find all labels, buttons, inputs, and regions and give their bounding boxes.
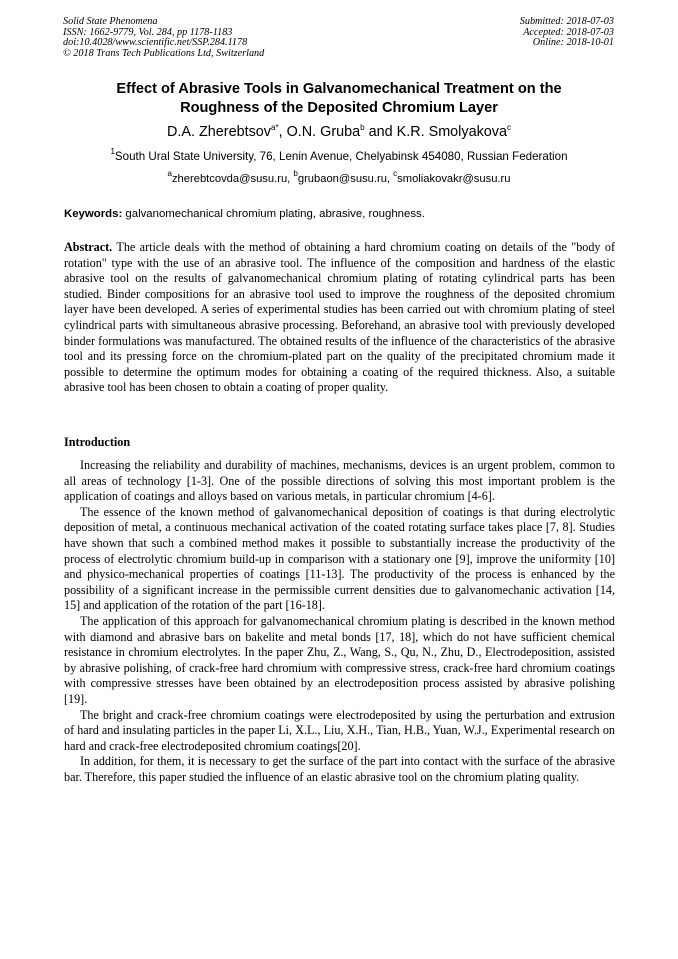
dates-info: [520, 17, 614, 49]
title-line-1: Effect of Abrasive Tools in Galvanomechanical Treatment on the: [116, 81, 562, 97]
affiliation-text: South Ural State University, 76, Lenin Avenue, Chelyabinsk 454080, Russian Federation: [114, 150, 568, 163]
author-separator: ,: [278, 124, 287, 140]
abstract-paragraph: [64, 240, 615, 396]
email-link[interactable]: smoliakovakr@susu.ru: [397, 173, 511, 185]
issn-line: ISSN: 1662-9779, Vol. 284, pp 1178-1183: [63, 26, 233, 38]
intro-paragraph: The application of this approach for galvanomechanical chromium plating is described in the known method with diamond and abrasive bars on bakelite and metal bonds [17, 18], which do not have sufficient chemical resistance in chromium electrolytes. In the paper Zhu, Z., Wang, S., Qu, N., Zhu, D., Electrodeposition, assisted by abrasive polishing, of crack-free hard chromium with compressive stress, crack-free hard chromium coatings with compressive stresses have been obtained by an electrodeposition process assisted by abrasive polishing [19].: [64, 613, 615, 706]
email-list: [60, 169, 618, 186]
keywords-text: galvanomechanical chromium plating, abrasive, roughness.: [122, 208, 425, 220]
abstract-text: The article deals with the method of obtaining a hard chromium coating on details of the "body of rotation" type with the use of an abrasive tool. The influence of the composition and hardness of the elastic abrasive tool on the results of galvanomechanical chromium plating of rotating cylindrical parts has been studied. Binder compositions for an abrasive tool used to improve the roughness of the deposited chromium layer have been developed. A series of experimental studies has been carried out with chromium plating of steel cylindrical parts with simultaneous abrasive processing. Beforehand, an abrasive tool with previously developed binder formulations was manufactured. The obtained results of the influence of the characteristics of the abrasive tool and its pressing force on the chromium-plated part on the quality of the precipitated chromium made it possible to determine the optimum modes for obtaining a coating of the required thickness. Also, a suitable abrasive tool has been chosen to obtain a coating of proper quality.: [64, 240, 615, 395]
accepted-date: Accepted: 2018-07-03: [523, 26, 614, 38]
email-superscript: b: [293, 169, 298, 178]
online-date: Online: 2018-10-01: [532, 37, 614, 49]
author-superscript: c: [506, 123, 511, 132]
abstract-label: Abstract.: [64, 240, 113, 254]
title-line-2: Roughness of the Deposited Chromium Layer: [180, 100, 498, 116]
author-name: O.N. Gruba: [286, 124, 361, 140]
journal-info: [63, 17, 264, 59]
paper-title: [60, 80, 618, 118]
introduction-body: [64, 458, 615, 785]
intro-paragraph: Increasing the reliability and durability of machines, mechanisms, devices is an urgent problem, common to all areas of technology [1-3]. One of the possible directions of solving this most important problem is the application of coatings and alloys based on various metals, in particular chromium [4-6].: [64, 458, 615, 504]
author-list: [60, 123, 618, 141]
email-link[interactable]: grubaon@susu.ru,: [297, 173, 394, 185]
author-superscript: a*: [271, 123, 279, 132]
keywords: [64, 207, 615, 221]
intro-paragraph: The essence of the known method of galvanomechanical deposition of coatings is that during electrolytic deposition of metal, a continuous mechanical activation of the coated rotating surface takes place [7, 8]. Studies have shown that such a combined method makes it possible to substantially increase the productivity of the process of electrolytic chromium build-up in comparison with a stationary one [9], improve the uniformity [10] and physico-mechanical properties of coatings [11-13]. The productivity of the process is enhanced by the possibility of a significant increase in the permissible current densities due to galvanomechanic activation [14, 15] and application of the rotation of the part [16-18].: [64, 504, 615, 613]
keywords-label: Keywords:: [64, 208, 123, 220]
doi-line: doi:10.4028/www.scientific.net/SSP.284.1178: [63, 37, 248, 49]
submitted-date: Submitted: 2018-07-03: [519, 16, 614, 27]
author-name: K.R. Smolyakova: [396, 124, 507, 140]
affiliation-superscript: 1: [110, 147, 115, 156]
intro-paragraph: The bright and crack-free chromium coatings were electrodeposited by using the perturbation and extrusion of hard and insulating particles in the paper Li, X.L., Liu, X.H., Tian, H.B., Yuan, W.J., Experimental research on hard and crack-free electrodeposited chromium coatings[20].: [64, 707, 615, 753]
author-name: D.A. Zherebtsov: [167, 124, 271, 140]
author-superscript: b: [360, 123, 365, 132]
email-superscript: c: [393, 169, 398, 178]
email-link[interactable]: zherebtcovda@susu.ru,: [171, 173, 294, 185]
section-heading-introduction: Introduction: [64, 435, 131, 449]
email-superscript: a: [167, 169, 172, 178]
affiliation: [60, 147, 618, 164]
author-separator: and: [364, 124, 397, 140]
abstract: [64, 240, 615, 396]
copyright-line: © 2018 Trans Tech Publications Ltd, Switzerland: [63, 47, 265, 59]
journal-name: Solid State Phenomena: [63, 16, 158, 27]
intro-paragraph: In addition, for them, it is necessary to get the surface of the part into contact with the surface of the abrasive bar. Therefore, this paper studied the influence of an elastic abrasive tool on the chromium plating quality.: [64, 754, 615, 784]
